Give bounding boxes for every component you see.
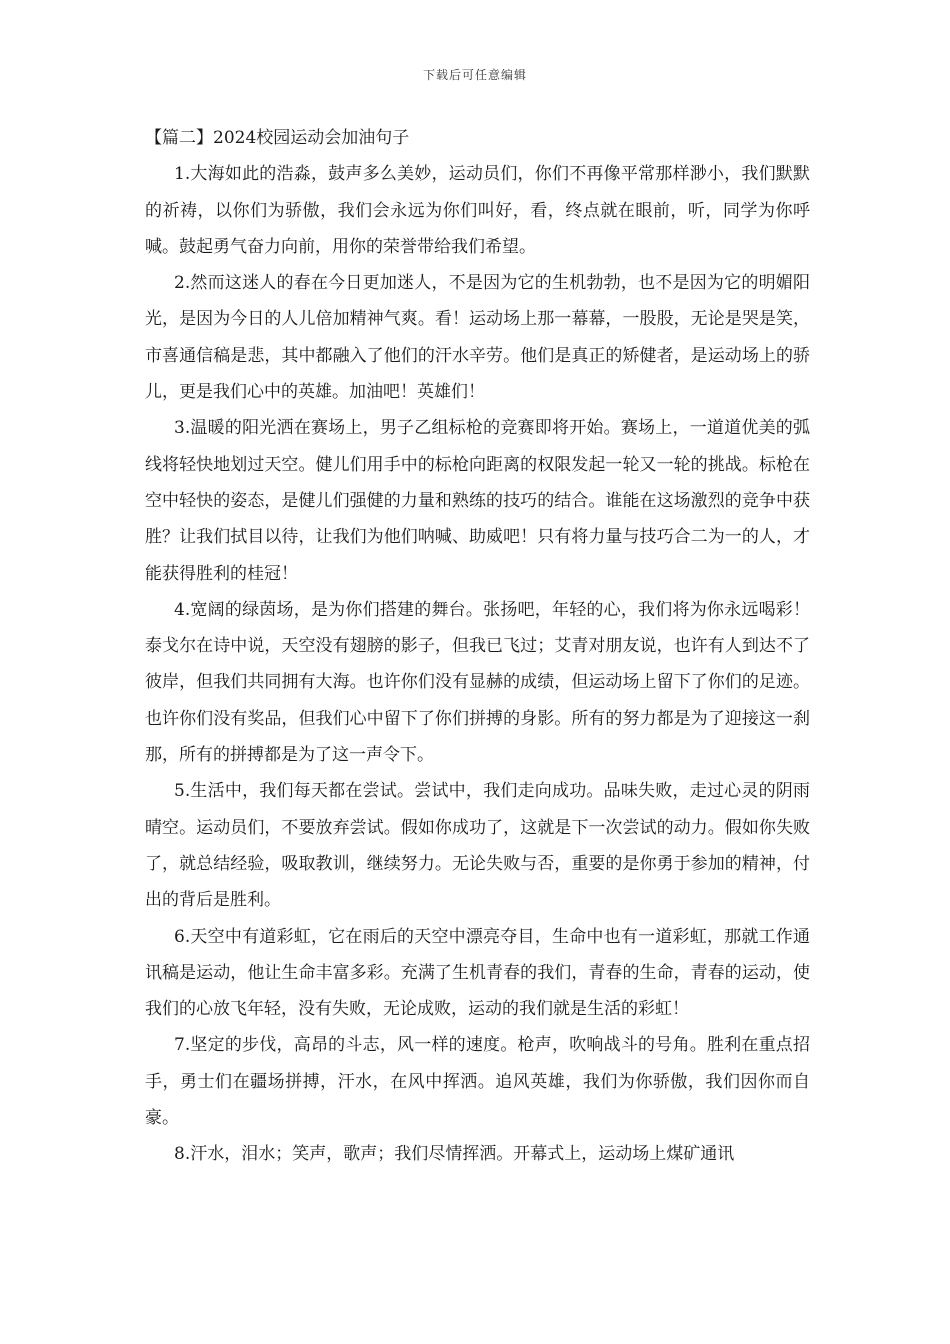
paragraph-3: 3.温暖的阳光洒在赛场上，男子乙组标枪的竞赛即将开始。赛场上，一道道优美的弧线将轻快地划过天空。健儿们用手中的标枪向距离的权限发起一轮又一轮的挑战。标枪在空中轻快的姿态，是健儿们强健的力量和熟练的技巧的结合。谁能在这场激烈的竞争中获胜？让我们拭目以待，让我们为他们呐喊、助威吧！只有将力量与技巧合二为一的人，才能获得胜利的桂冠！ bbox=[145, 418, 810, 584]
document-body bbox=[145, 120, 810, 1173]
page-header: 下载后可任意编辑 bbox=[422, 68, 527, 82]
paragraph-8: 8.汗水，泪水；笑声，歌声；我们尽情挥洒。开幕式上，运动场上煤矿通讯 bbox=[174, 1144, 735, 1165]
paragraph-5: 5.生活中，我们每天都在尝试。尝试中，我们走向成功。品味失败，走过心灵的阴雨晴空。运动员们，不要放弃尝试。假如你成功了，这就是下一次尝试的动力。假如你失败了，就总结经验，吸取教训，继续努力。无论失败与否，重要的是你勇于参加的精神，付出的背后是胜利。 bbox=[145, 781, 810, 911]
paragraph-6: 6.天空中有道彩虹，它在雨后的天空中漂亮夺目，生命中也有一道彩虹，那就工作通讯稿是运动，他让生命丰富多彩。充满了生机青春的我们，青春的生命，青春的运动，使我们的心放飞年轻，没有失败，无论成败，运动的我们就是生活的彩虹！ bbox=[145, 926, 810, 1020]
paragraph-2: 2.然而这迷人的春在今日更加迷人，不是因为它的生机勃勃，也不是因为它的明媚阳光，是因为今日的人儿倍加精神气爽。看！运动场上那一幕幕，一股股，无论是哭是笑，市喜通信稿是悲，其中都融入了他们的汗水辛劳。他们是真正的矫健者，是运动场上的骄儿，更是我们心中的英雄。加油吧！英雄们！ bbox=[145, 273, 810, 403]
document-title: 【篇二】2024校园运动会加油句子 bbox=[145, 128, 410, 148]
paragraph-4: 4.宽阔的绿茵场，是为你们搭建的舞台。张扬吧，年轻的心，我们将为你永远喝彩！泰戈尔在诗中说，天空没有翅膀的影子，但我已飞过；艾青对朋友说，也许有人到达不了彼岸，但我们共同拥有大海。也许你们没有显赫的成绩，但运动场上留下了你们的足迹。也许你们没有奖品，但我们心中留下了你们拼搏的身影。所有的努力都是为了迎接这一刹那，所有的拼搏都是为了这一声令下。 bbox=[145, 599, 810, 766]
paragraph-1: 1.大海如此的浩淼，鼓声多么美妙，运动员们，你们不再像平常那样渺小，我们默默的祈祷，以你们为骄傲，我们会永远为你们叫好，看，终点就在眼前，听，同学为你呼喊。鼓起勇气奋力向前，用你的荣誉带给我们希望。 bbox=[145, 164, 810, 257]
paragraph-7: 7.坚定的步伐，高昂的斗志，风一样的速度。枪声，吹响战斗的号角。胜利在重点招手，勇士们在疆场拼搏，汗水，在风中挥洒。追风英雄，我们为你骄傲，我们因你而自豪。 bbox=[145, 1035, 810, 1129]
